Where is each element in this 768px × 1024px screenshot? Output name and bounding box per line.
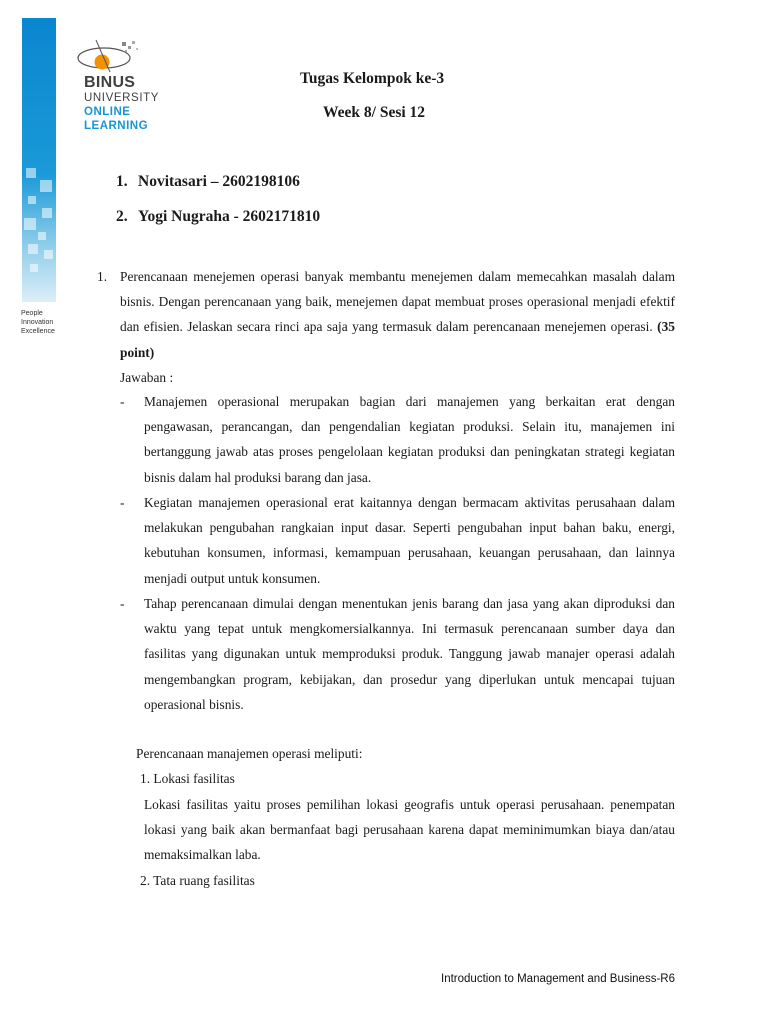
document-title: Tugas Kelompok ke-3 (300, 70, 445, 87)
bullet-marker: - (120, 596, 125, 611)
member-text: Yogi Nugraha - 2602171810 (138, 208, 321, 225)
sidebar-brand-strip (22, 18, 56, 302)
tagline-line: People (21, 310, 43, 317)
subsection-description: Lokasi fasilitas yaitu proses pemilihan lokasi geografis untuk operasi perusahaan. penempatan lokasi yang baik akan bermanfaat bagi perusahaan karena dapat meminimumkan biaya dan/atau memaksimalkan laba. (144, 797, 675, 863)
answer-label: Jawaban : (120, 370, 174, 385)
bullet-marker: - (120, 394, 125, 409)
tagline-line: Excellence (21, 328, 55, 335)
member-number: 2. (116, 208, 128, 225)
member-item (116, 208, 320, 226)
logo-text-binus: BINUS (84, 74, 136, 91)
tagline-line: Innovation (21, 319, 54, 326)
answer-bullet: Kegiatan manajemen operasional erat kaitannya dengan bermacam aktivitas perusahaan dalam melakukan pengubahan rangkaian input dasar. Seperti pengubahan input bahan baku, energi, kebutuhan konsumen, informasi, kemampuan perusahaan, keuangan perusahaan, dan lainnya menjadi output untuk konsumen. (144, 495, 675, 586)
page-footer: Introduction to Management and Business-R6 (441, 973, 675, 985)
document-subtitle: Week 8/ Sesi 12 (323, 104, 426, 121)
question-body: Perencanaan menejemen operasi banyak membantu menejemen dalam memecahkan masalah dalam bisnis. Dengan perencanaan yang baik, menejemen dapat membuat proses operasional menjadi efektif dan efisien. Jelaskan secara rinci apa saja yang termasuk dalam perencanaan menejemen operasi. (120, 269, 675, 335)
subsection-title: 2. Tata ruang fasilitas (140, 873, 255, 888)
logo-text-online: ONLINE (84, 106, 131, 118)
subsection-title: 1. Lokasi fasilitas (140, 771, 235, 786)
binus-logo (76, 36, 216, 136)
logo-text-university: UNIVERSITY (84, 92, 160, 104)
question-points: (35 point) (120, 319, 675, 360)
bullet-marker: - (120, 495, 125, 510)
question-number: 1. (97, 269, 108, 284)
logo-mark-icon (76, 36, 216, 76)
answer-bullet: Tahap perencanaan dimulai dengan menentukan jenis barang dan jasa yang akan diproduksi dan waktu yang tepat untuk mengkomersialkannya. Ini termasuk perencanaan sumber daya dan fasilitas yang digunakan untuk memproduksi produk. Tanggung jawab manajer operasi adalah mengembangkan program, kebijakan, dan prosedur yang diperlukan untuk mencapai tujuan operasional bisnis. (144, 596, 675, 712)
member-number: 1. (116, 173, 128, 190)
answer-bullet: Manajemen operasional merupakan bagian dari manajemen yang berkaitan erat dengan pengawasan, perancangan, dan pengendalian kegiatan produksi. Selain itu, manajemen ini bertanggung jawab atas proses pengelolaan kegiatan produksi dan peningkatan strategi kegiatan bisnis dalam hal produksi barang dan jasa. (144, 394, 675, 485)
question-text (120, 264, 675, 365)
logo-text-learning: LEARNING (84, 120, 149, 132)
member-text: Novitasari – 2602198106 (138, 173, 300, 190)
member-item (116, 173, 300, 191)
section-intro: Perencanaan manajemen operasi meliputi: (136, 746, 363, 761)
brand-tagline (21, 309, 55, 336)
